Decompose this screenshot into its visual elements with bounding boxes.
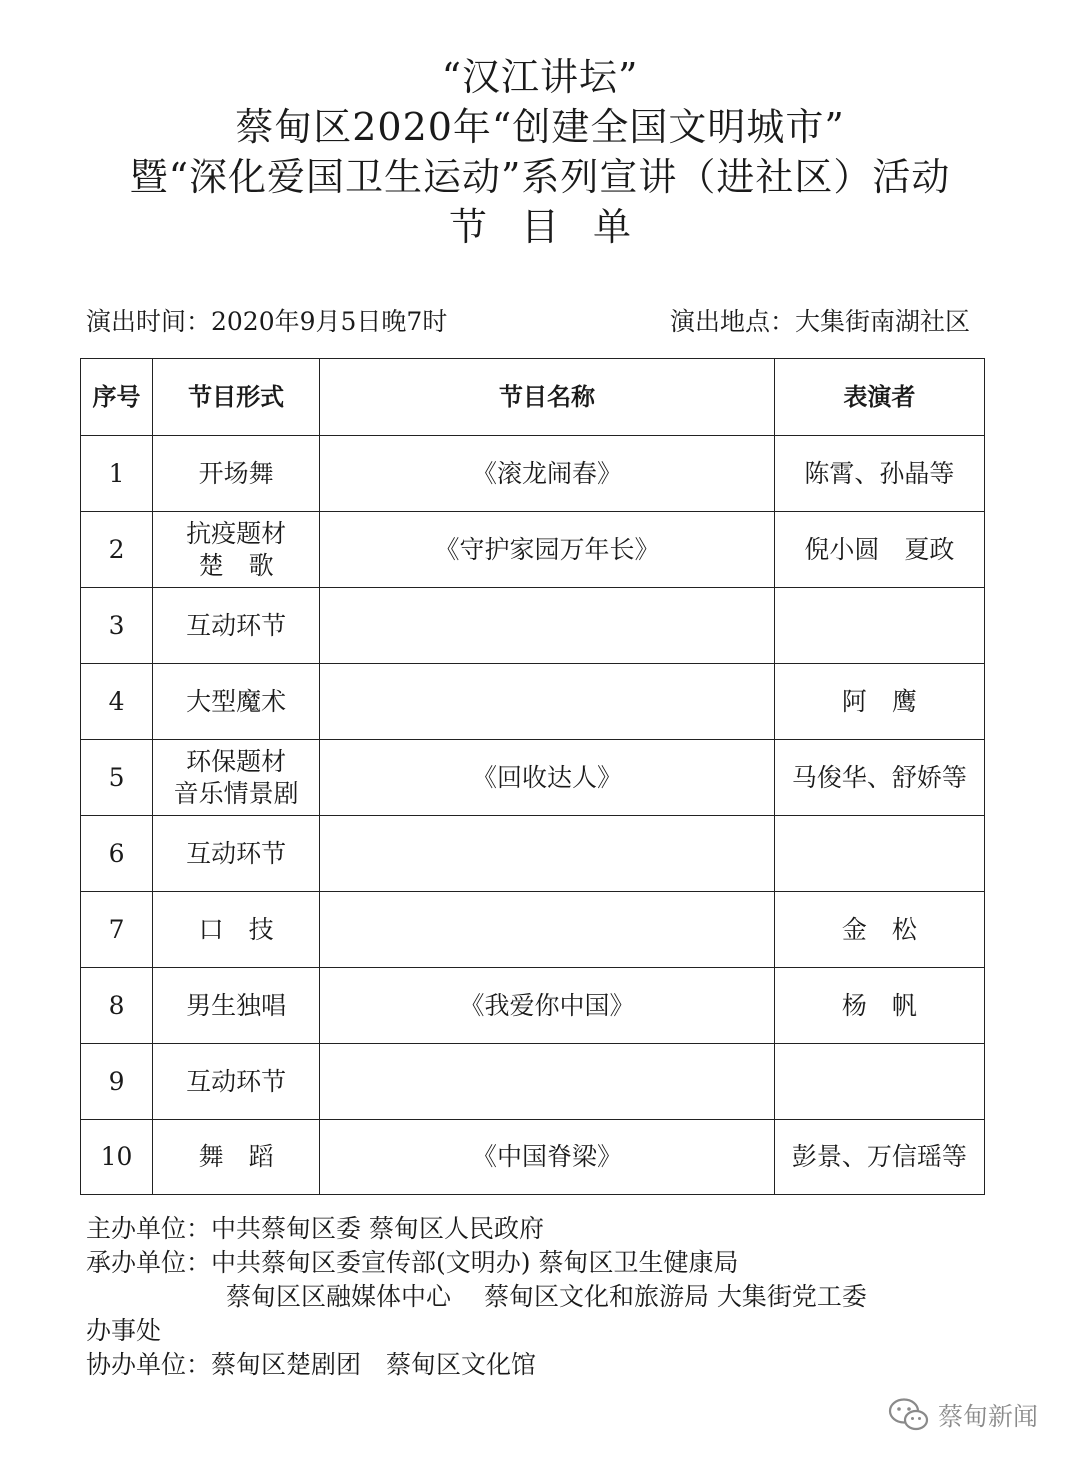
cell-name	[320, 816, 775, 892]
table-header-row	[81, 359, 985, 436]
cell-name	[320, 588, 775, 664]
table-row	[81, 740, 985, 816]
table-row	[81, 816, 985, 892]
cell-performer: 彭景、万信瑶等	[774, 1120, 984, 1195]
cell-no: 2	[81, 512, 153, 588]
table-row	[81, 1120, 985, 1195]
cell-form: 互动环节	[153, 588, 320, 664]
cell-form	[153, 512, 320, 588]
cell-performer: 阿 鹰	[774, 664, 984, 740]
cell-performer	[774, 816, 984, 892]
cell-no: 6	[81, 816, 153, 892]
co-organizer-line: 协办单位：蔡甸区楚剧团 蔡甸区文化馆	[86, 1350, 537, 1379]
cell-no: 3	[81, 588, 153, 664]
cell-name: 《守护家园万年长》	[320, 512, 775, 588]
host-line: 主办单位：中共蔡甸区委 蔡甸区人民政府	[86, 1214, 544, 1243]
table-row	[81, 436, 985, 512]
cell-form: 互动环节	[153, 1044, 320, 1120]
document-title	[0, 52, 1080, 252]
cell-performer: 陈霄、孙晶等	[774, 436, 984, 512]
cell-form: 舞 蹈	[153, 1120, 320, 1195]
cell-name	[320, 1044, 775, 1120]
organizer-line: 蔡甸区区融媒体中心 蔡甸区文化和旅游局 大集街党工委	[226, 1282, 867, 1311]
cell-no: 4	[81, 664, 153, 740]
title-line-1: “汉江讲坛”	[441, 55, 639, 99]
cell-name	[320, 664, 775, 740]
table-row	[81, 512, 985, 588]
event-location: 演出地点：大集街南湖社区	[669, 307, 970, 336]
cell-form: 开场舞	[153, 436, 320, 512]
cell-performer: 杨 帆	[774, 968, 984, 1044]
cell-no: 7	[81, 892, 153, 968]
title-line-2: 蔡甸区2020年“创建全国文明城市”	[235, 105, 845, 149]
source-watermark	[888, 1395, 1038, 1435]
cell-performer	[774, 588, 984, 664]
cell-form: 大型魔术	[153, 664, 320, 740]
cell-name: 《滚龙闹春》	[320, 436, 775, 512]
event-time: 演出时间：2020年9月5日晚7时	[86, 307, 448, 336]
header-name: 节目名称	[320, 359, 775, 436]
organizers-footer	[86, 1212, 986, 1382]
cell-no: 1	[81, 436, 153, 512]
wechat-icon	[888, 1397, 930, 1433]
cell-no: 8	[81, 968, 153, 1044]
cell-performer: 倪小圆 夏政	[774, 512, 984, 588]
organizer-line: 办事处	[86, 1316, 162, 1345]
cell-performer: 马俊华、舒娇等	[774, 740, 984, 816]
cell-no: 5	[81, 740, 153, 816]
table-row	[81, 1044, 985, 1120]
cell-form: 男生独唱	[153, 968, 320, 1044]
program-table	[80, 358, 985, 1195]
table-row	[81, 892, 985, 968]
title-line-3: 暨“深化爱国卫生运动”系列宣讲（进社区）活动	[129, 155, 951, 199]
header-form: 节目形式	[153, 359, 320, 436]
header-performer: 表演者	[774, 359, 984, 436]
table-row	[81, 588, 985, 664]
cell-form	[153, 740, 320, 816]
cell-name: 《中国脊梁》	[320, 1120, 775, 1195]
cell-no: 9	[81, 1044, 153, 1120]
event-info	[86, 302, 970, 342]
organizer-line: 承办单位：中共蔡甸区委宣传部(文明办) 蔡甸区卫生健康局	[86, 1248, 739, 1277]
cell-performer	[774, 1044, 984, 1120]
cell-performer: 金 松	[774, 892, 984, 968]
table-row	[81, 968, 985, 1044]
title-line-4: 节目单	[448, 205, 665, 249]
cell-form: 口 技	[153, 892, 320, 968]
cell-form-line: 环保题材	[186, 746, 287, 776]
cell-name	[320, 892, 775, 968]
cell-name: 《我爱你中国》	[320, 968, 775, 1044]
cell-name: 《回收达人》	[320, 740, 775, 816]
watermark-text: 蔡甸新闻	[938, 1402, 1039, 1431]
cell-form: 互动环节	[153, 816, 320, 892]
cell-form-line: 楚 歌	[198, 550, 274, 580]
cell-form-line: 抗疫题材	[186, 518, 287, 548]
cell-form-line: 音乐情景剧	[173, 778, 299, 808]
cell-no: 10	[81, 1120, 153, 1195]
table-row	[81, 664, 985, 740]
header-no: 序号	[81, 359, 153, 436]
